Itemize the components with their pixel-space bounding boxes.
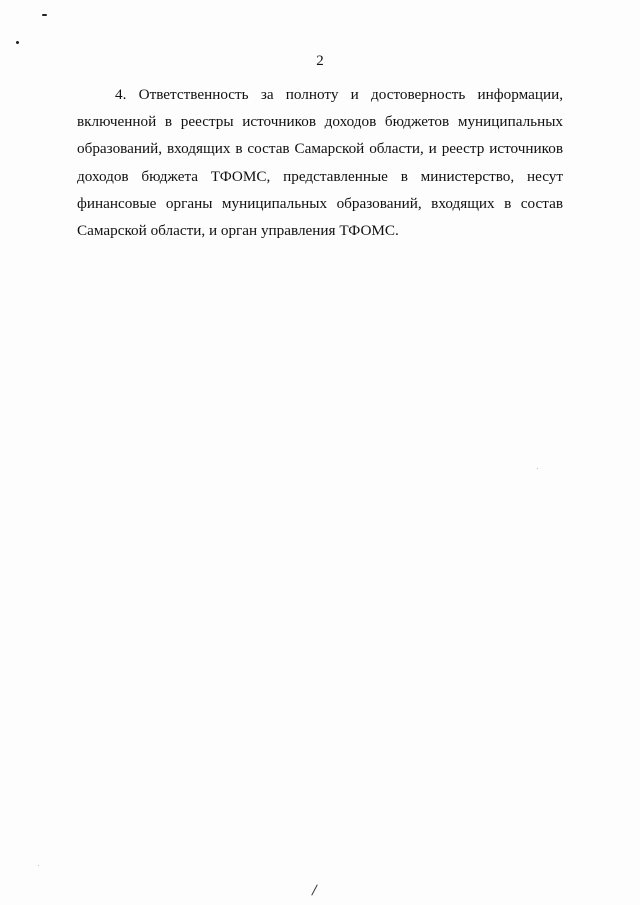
scan-mark-dash <box>42 14 47 16</box>
scan-speck <box>38 865 39 866</box>
scan-mark-dot <box>16 41 19 44</box>
paragraph-4: 4. Ответственность за полноту и достоверность информации, включенной в реестры источников доходов бюджетов муниципальных образований, входящих в состав Самарской области, и реестр источников доходов бюджета ТФОМС, представленные в министерство, несут финансовые органы муниципальных образований, входящих в состав Самарской области, и орган управления ТФОМС. <box>77 86 563 240</box>
scan-speck <box>537 468 538 469</box>
page-number: 2 <box>316 53 324 69</box>
scan-mark-slash <box>311 884 318 895</box>
